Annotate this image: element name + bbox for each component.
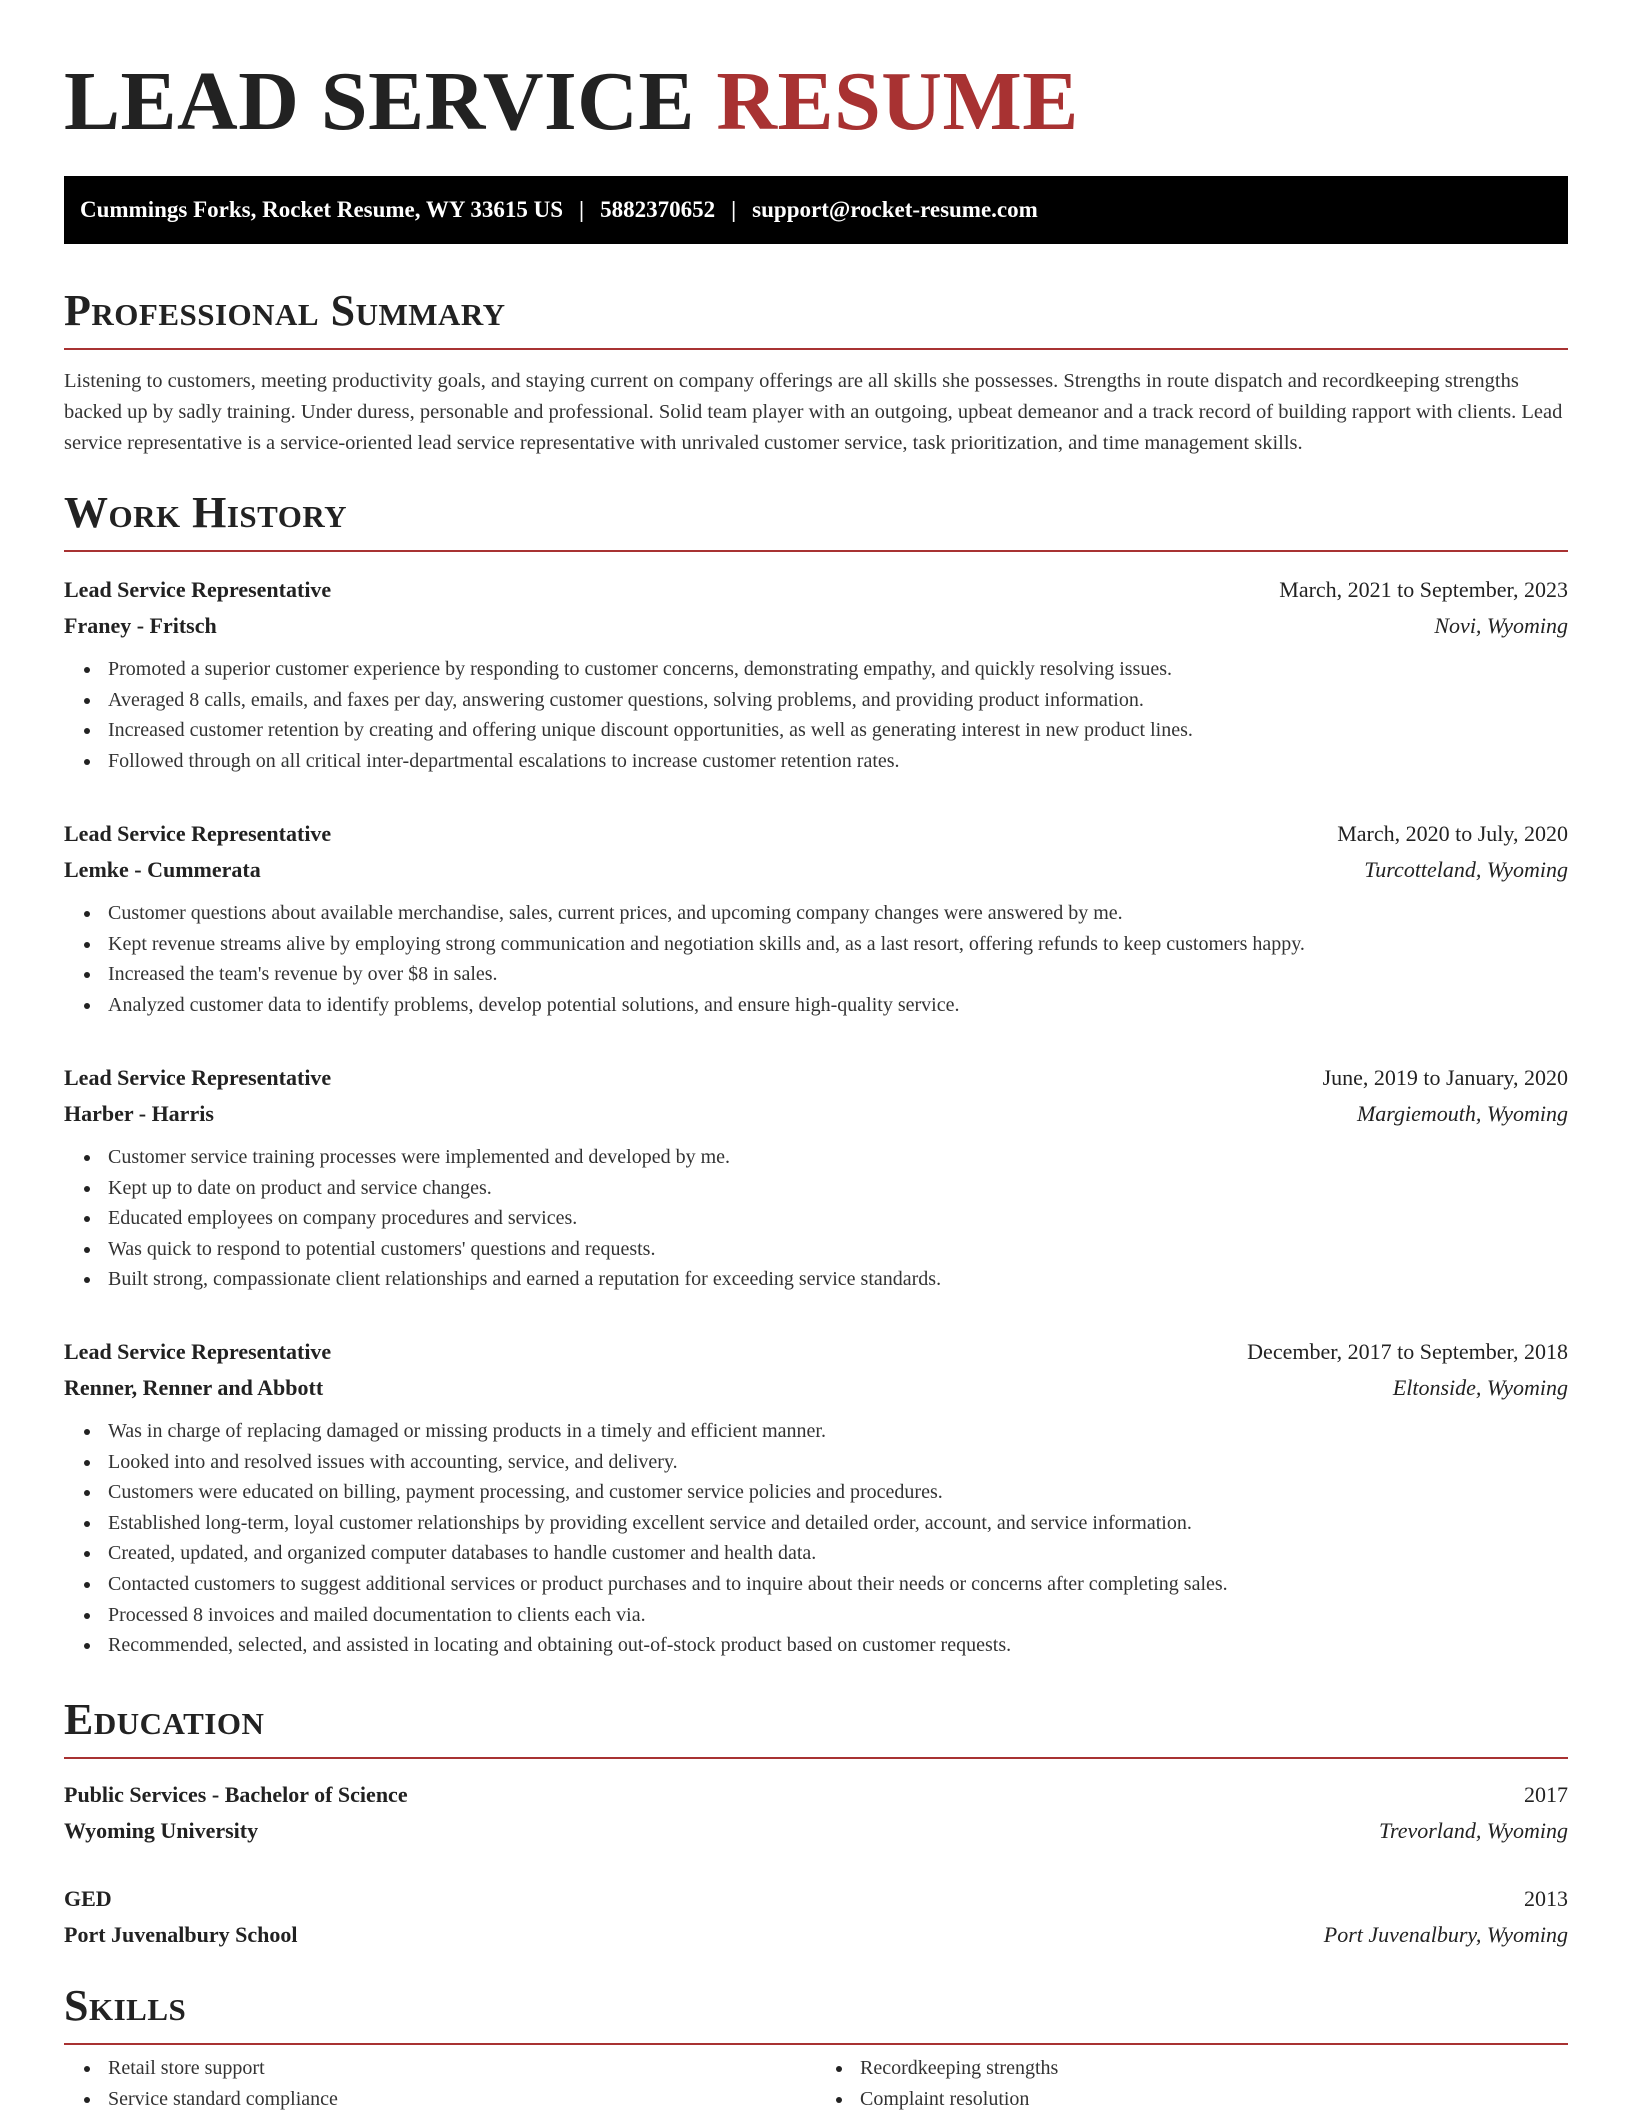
list-item: Educated employees on company procedures and services. [108, 1203, 1568, 1234]
list-item: Promoted a superior customer experience by responding to customer concerns, demonstrating empathy, and quickly resolving issues. [108, 654, 1568, 685]
contact-bar [64, 176, 1568, 244]
list-item: Processed 8 invoices and mailed documentation to clients each via. [108, 1600, 1568, 1631]
job-title: Lead Service Representative [64, 1065, 332, 1090]
education-location: Port Juvenalbury, Wyoming [1323, 1922, 1568, 1947]
section-heading: Education [64, 1695, 265, 1744]
skill-item: Complaint resolution [860, 2084, 1568, 2114]
job-dates: June, 2019 to January, 2020 [1322, 1065, 1568, 1090]
list-item: Averaged 8 calls, emails, and faxes per day, answering customer questions, solving problems, and providing product information. [108, 685, 1568, 716]
list-item: Kept revenue streams alive by employing strong communication and negotiation skills and, as a last resort, offering refunds to keep customers happy. [108, 929, 1568, 960]
contact-separator: | [731, 197, 737, 222]
list-item: Analyzed customer data to identify problems, develop potential solutions, and ensure high-quality service. [108, 990, 1568, 1021]
list-item: Created, updated, and organized computer databases to handle customer and health data. [108, 1538, 1568, 1569]
education-year: 2013 [1524, 1886, 1568, 1911]
job-title: Lead Service Representative [64, 821, 332, 846]
skill-item: Retail store support [108, 2053, 816, 2084]
title-main: LEAD SERVICE [64, 55, 717, 148]
contact-separator: | [579, 197, 585, 222]
skills-list-left [64, 2053, 816, 2114]
title-accent: RESUME [716, 55, 1079, 148]
job-bullets [64, 654, 1568, 776]
education-section [64, 1693, 1568, 1759]
education-year: 2017 [1524, 1782, 1568, 1807]
job-entry [64, 1334, 1568, 1661]
list-item: Built strong, compassionate client relationships and earned a reputation for exceeding service standards. [108, 1264, 1568, 1295]
job-entry [64, 816, 1568, 1020]
skill-item: Recordkeeping strengths [860, 2053, 1568, 2084]
job-company: Harber - Harris [64, 1101, 214, 1126]
job-title: Lead Service Representative [64, 1339, 332, 1364]
contact-address: Cummings Forks, Rocket Resume, WY 33615 US [80, 197, 563, 222]
job-dates: March, 2021 to September, 2023 [1279, 577, 1568, 602]
skills-columns [64, 2053, 1568, 2114]
job-dates: March, 2020 to July, 2020 [1337, 821, 1568, 846]
job-company: Renner, Renner and Abbott [64, 1375, 324, 1400]
list-item: Recommended, selected, and assisted in locating and obtaining out-of-stock product based on customer requests. [108, 1630, 1568, 1661]
job-dates: December, 2017 to September, 2018 [1247, 1339, 1568, 1364]
job-entry [64, 572, 1568, 776]
education-degree: GED [64, 1886, 112, 1911]
list-item: Contacted customers to suggest additional services or product purchases and to inquire about their needs or concerns after completing sales. [108, 1569, 1568, 1600]
skills-section [64, 1979, 1568, 2114]
job-bullets [64, 1142, 1568, 1295]
list-item: Followed through on all critical inter-departmental escalations to increase customer retention rates. [108, 746, 1568, 777]
job-location: Margiemouth, Wyoming [1356, 1101, 1568, 1126]
skill-item: Service standard compliance [108, 2084, 816, 2114]
section-heading: Professional Summary [64, 286, 506, 335]
list-item: Customers were educated on billing, payment processing, and customer service policies and procedures. [108, 1477, 1568, 1508]
education-entry [64, 1881, 1568, 1953]
list-item: Customer service training processes were implemented and developed by me. [108, 1142, 1568, 1173]
contact-email[interactable]: support@rocket-resume.com [752, 197, 1038, 222]
job-location: Turcotteland, Wyoming [1364, 857, 1568, 882]
education-location: Trevorland, Wyoming [1378, 1818, 1568, 1843]
job-location: Eltonside, Wyoming [1392, 1375, 1568, 1400]
job-company: Lemke - Cummerata [64, 857, 261, 882]
section-divider [64, 1757, 1568, 1759]
section-heading: Work History [64, 488, 348, 537]
section-heading: Skills [64, 1981, 187, 2030]
page-title [64, 52, 1079, 152]
summary-section [64, 284, 1568, 459]
section-divider [64, 348, 1568, 350]
summary-text: Listening to customers, meeting productivity goals, and staying current on company offerings are all skills she possesses. Strengths in route dispatch and recordkeeping strengths backed up by sadly training. Under duress, personable and professional. Solid team player with an outgoing, upbeat demeanor and a track record of building rapport with clients. Lead service representative is a service-oriented lead service representative with unrivaled customer service, task prioritization, and time management skills. [64, 370, 1563, 454]
skills-list-right [816, 2053, 1568, 2114]
list-item: Customer questions about available merchandise, sales, current prices, and upcoming company changes were answered by me. [108, 898, 1568, 929]
job-entry [64, 1060, 1568, 1295]
job-bullets [64, 1416, 1568, 1661]
education-school: Wyoming University [64, 1818, 259, 1843]
list-item: Established long-term, loyal customer relationships by providing excellent service and detailed order, account, and service information. [108, 1508, 1568, 1539]
contact-phone[interactable]: 5882370652 [600, 197, 716, 222]
section-divider [64, 550, 1568, 552]
job-company: Franey - Fritsch [64, 613, 217, 638]
list-item: Looked into and resolved issues with accounting, service, and delivery. [108, 1447, 1568, 1478]
job-title: Lead Service Representative [64, 577, 332, 602]
job-location: Novi, Wyoming [1434, 613, 1568, 638]
list-item: Increased the team's revenue by over $8 in sales. [108, 959, 1568, 990]
list-item: Was in charge of replacing damaged or missing products in a timely and efficient manner. [108, 1416, 1568, 1447]
list-item: Increased customer retention by creating and offering unique discount opportunities, as well as generating interest in new product lines. [108, 715, 1568, 746]
education-entry [64, 1777, 1568, 1849]
job-bullets [64, 898, 1568, 1020]
education-school: Port Juvenalbury School [64, 1922, 298, 1947]
list-item: Kept up to date on product and service changes. [108, 1173, 1568, 1204]
work-history-section [64, 486, 1568, 552]
list-item: Was quick to respond to potential customers' questions and requests. [108, 1234, 1568, 1265]
section-divider [64, 2043, 1568, 2045]
education-degree: Public Services - Bachelor of Science [64, 1782, 408, 1807]
